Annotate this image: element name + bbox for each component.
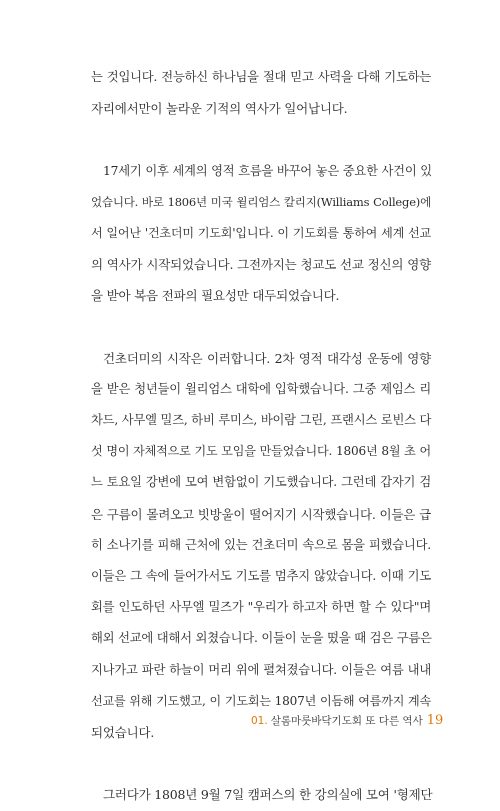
text-line: 서 일어난 '건초더미 기도회'입니다. 이 기도회를 통하여 세계 선교 xyxy=(91,225,431,240)
text-line: 17세기 이후 세계의 영적 흐름을 바꾸어 놓은 중요한 사건이 있 xyxy=(103,163,432,178)
paragraph-gap xyxy=(91,748,431,779)
text-line: 해외 선교에 대해서 외쳤습니다. 이들이 눈을 떴을 때 검은 구름은 xyxy=(91,631,432,646)
text-line: 섯 명이 자체적으로 기도 모임을 만들었습니다. 1806년 8월 초 어 xyxy=(91,444,431,459)
text-line: 건초더미의 시작은 이러합니다. 2차 영적 대각성 운동에 영향 xyxy=(103,350,431,366)
chapter-number: 01. xyxy=(251,715,268,727)
text-line: 회를 인도하던 사무엘 밀즈가 "우리가 하고자 하면 할 수 있다"며 xyxy=(91,600,431,615)
paragraph xyxy=(91,156,431,312)
paragraph xyxy=(91,62,431,124)
text-line: 은 구름이 몰려오고 빗방울이 떨어지기 시작했습니다. 이들은 급 xyxy=(91,506,431,522)
text-line: 을 받은 청년들이 윌리엄스 대학에 입학했습니다. 그중 제임스 리 xyxy=(91,381,431,396)
text-line: 느 토요일 강변에 모여 변함없이 기도했습니다. 그런데 갑자기 검 xyxy=(91,475,431,490)
paragraph-gap xyxy=(91,124,431,155)
text-line: 을 받아 복음 전파의 필요성만 대두되었습니다. xyxy=(91,288,340,304)
text-line: 의 역사가 시작되었습니다. 그전까지는 청교도 선교 정신의 영향 xyxy=(91,257,431,273)
paragraph xyxy=(91,779,431,810)
text-line: 히 소나기를 피해 근처에 있는 건초더미 속으로 몸을 피했습니다. xyxy=(91,537,431,552)
paragraph xyxy=(91,343,431,748)
paragraph-gap xyxy=(91,312,431,343)
text-line: 이들은 그 속에 들어가서도 기도를 멈추지 않았습니다. 이때 기도 xyxy=(91,569,431,583)
text-line: 차드, 사무엘 밀즈, 하비 루미스, 바이람 그린, 프랜시스 로빈스 다 xyxy=(91,413,432,428)
text-line: 선교를 위해 기도했고, 이 기도회는 1807년 이듬해 여름까지 계속 xyxy=(91,693,431,708)
text-line: 되었습니다. xyxy=(91,724,155,740)
text-line: 었습니다. 바로 1806년 미국 윌리엄스 칼리지(Williams College)에 xyxy=(91,194,431,209)
text-line: 지나가고 파란 하늘이 머리 위에 펼쳐졌습니다. 이들은 여름 내내 xyxy=(91,662,431,677)
text-line: 그러다가 1808년 9월 7일 캠퍼스의 한 강의실에 모여 '형제단 xyxy=(103,787,433,803)
text-line: 자리에서만이 놀라운 기적의 역사가 일어납니다. xyxy=(91,101,348,117)
chapter-title: 살롬마룻바닥기도회 또 다른 역사 xyxy=(270,715,423,727)
text-line: 는 것입니다. 전능하신 하나님을 절대 믿고 사력을 다해 기도하는 xyxy=(91,70,431,84)
page-number: 19 xyxy=(426,713,444,728)
page-footer xyxy=(251,713,444,729)
body-text xyxy=(91,62,431,811)
